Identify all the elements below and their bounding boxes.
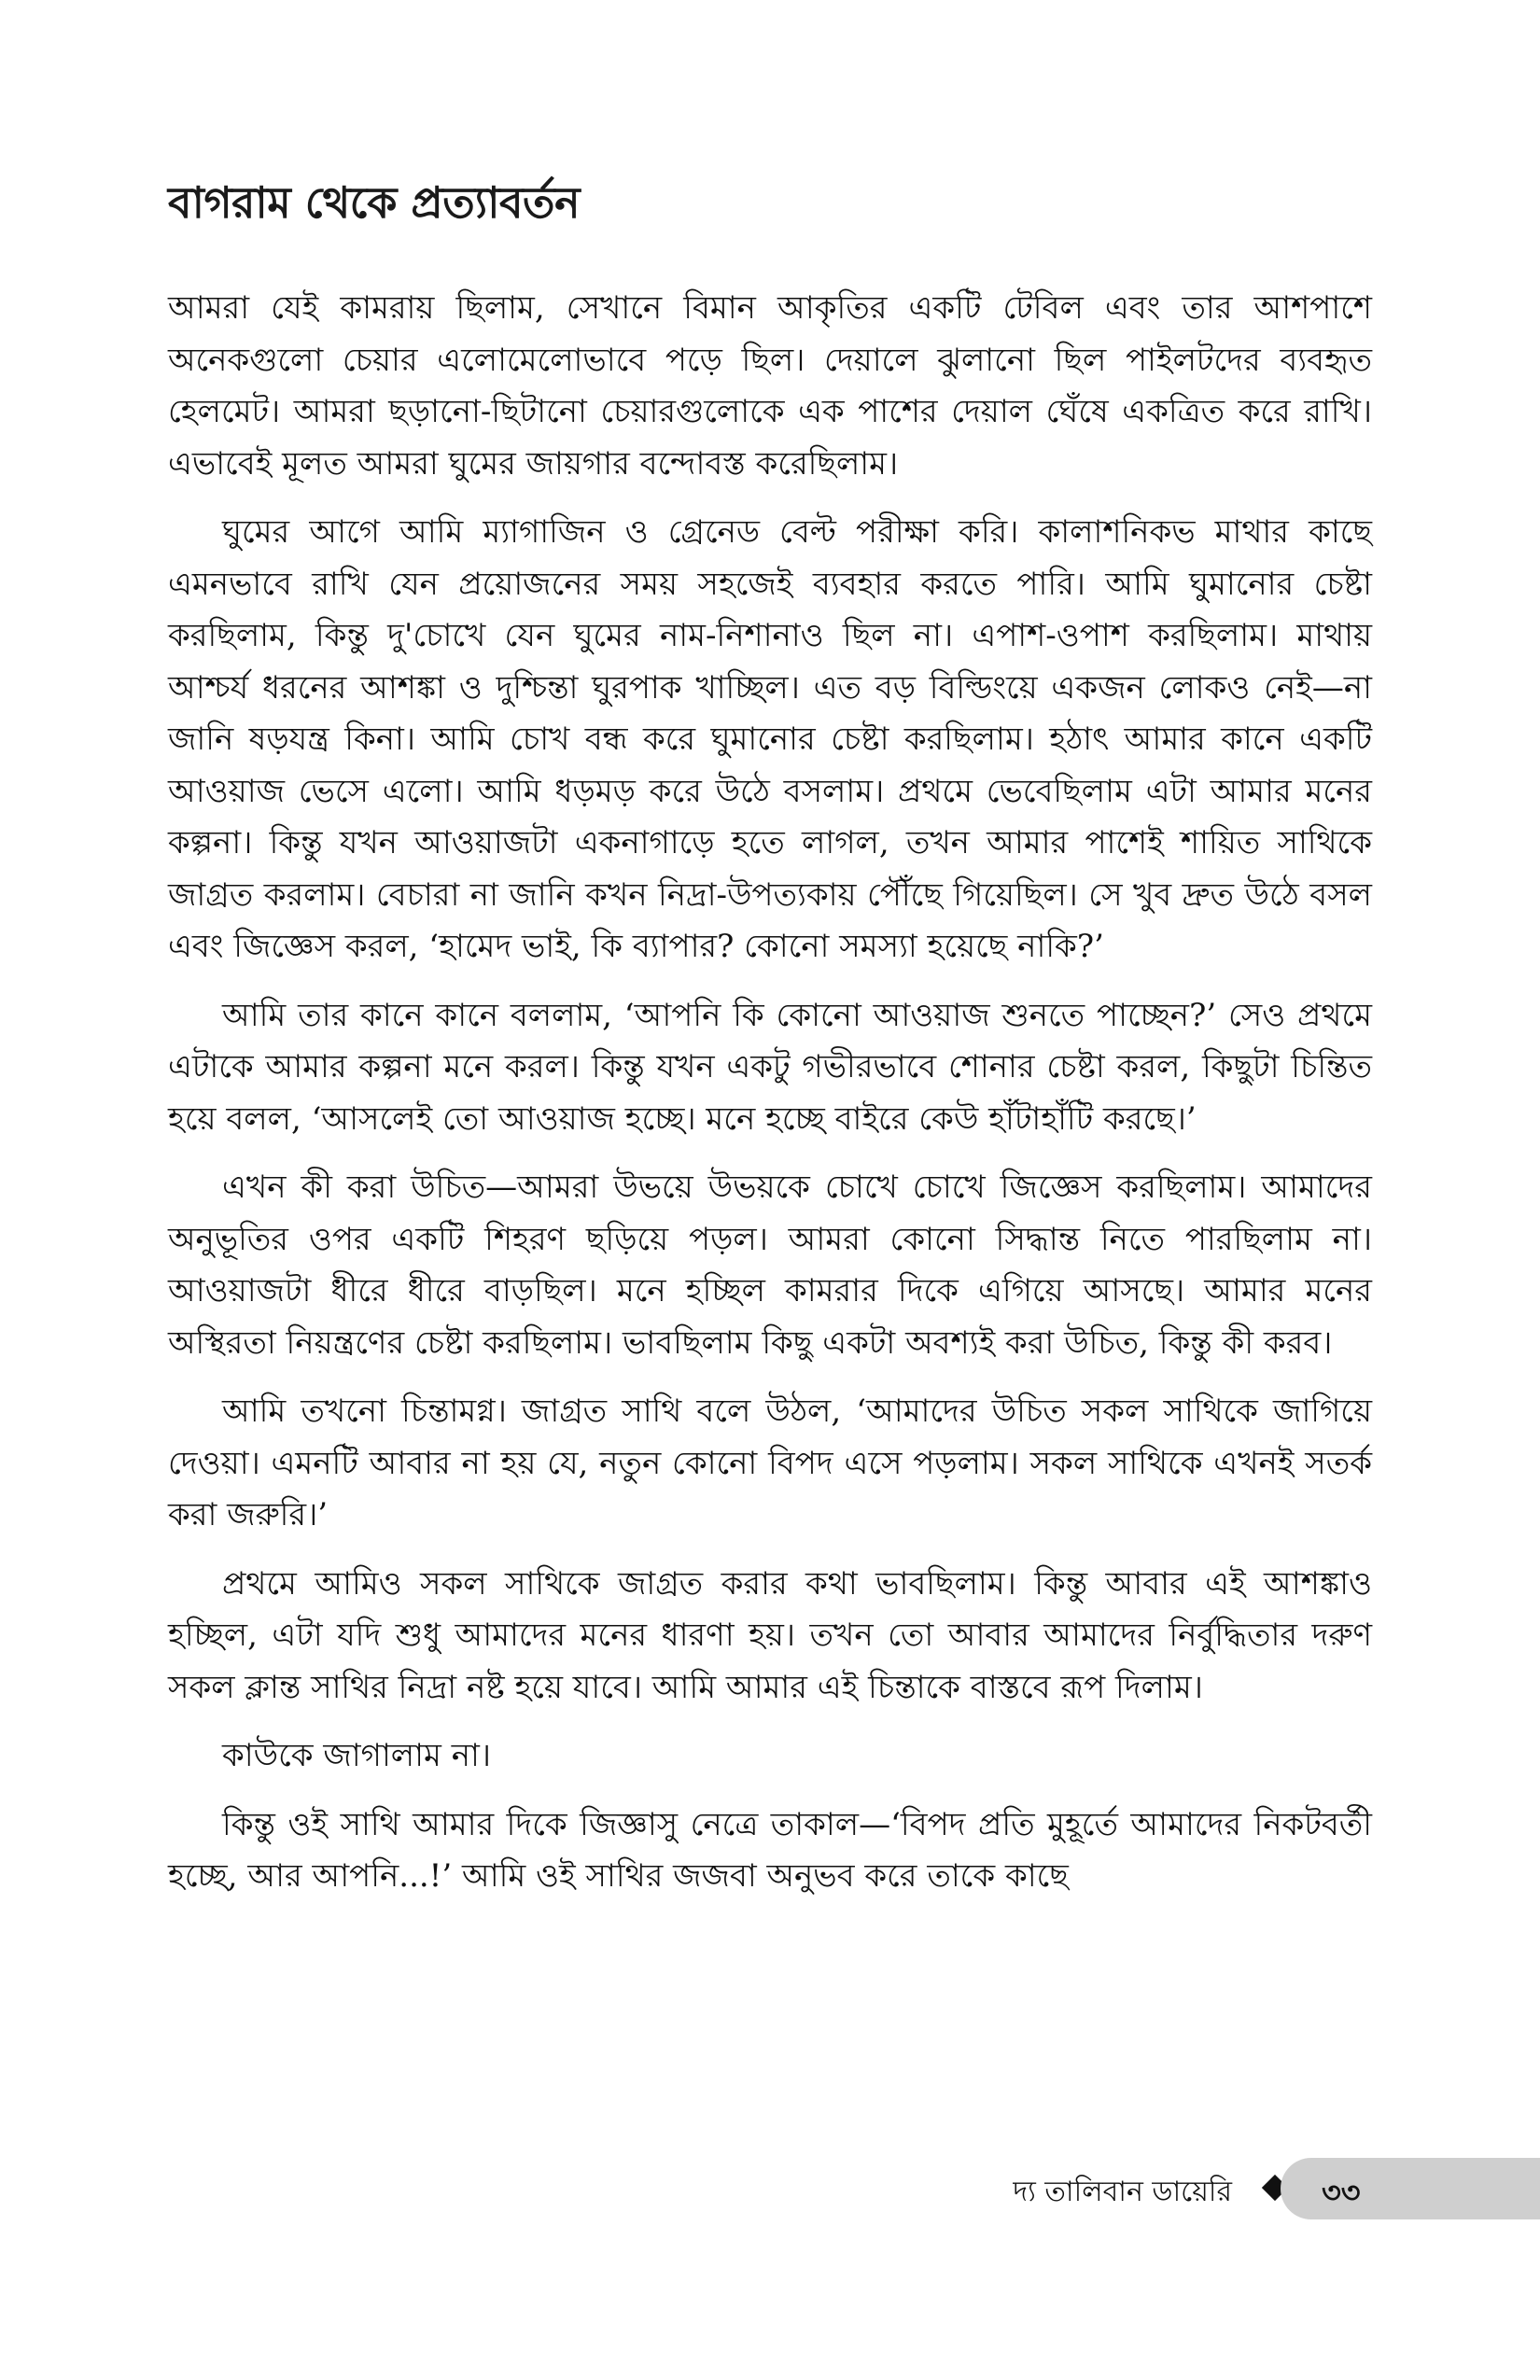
page-number-band xyxy=(1281,2158,1540,2219)
paragraph-5: আমি তখনো চিন্তামগ্ন। জাগ্রত সাথি বলে উঠল, ‘আমাদের উচিত সকল সাথিকে জাগিয়ে দেওয়া। এমনটি আবার না হয় যে, নতুন কোনো বিপদ এসে পড়লাম। সকল সাথিকে এখনই সতর্ক করা জরুরি।’ xyxy=(168,1393,1372,1534)
paragraph-8: কিন্তু ওই সাথি আমার দিকে জিজ্ঞাসু নেত্রে তাকাল—‘বিপদ প্রতি মুহূর্তে আমাদের নিকটবর্তী হচ্ছে, আর আপনি...!’ আমি ওই সাথির জজবা অনুভব করে তাকে কাছে xyxy=(168,1805,1372,1896)
page-footer xyxy=(0,2158,1540,2219)
footer-book-title: দ্য তালিবান ডায়েরি xyxy=(1013,2176,1232,2208)
page-number: ৩৩ xyxy=(1322,2175,1361,2210)
paragraph-6: প্রথমে আমিও সকল সাথিকে জাগ্রত করার কথা ভাবছিলাম। কিন্তু আবার এই আশঙ্কাও হচ্ছিল, এটা যদি শুধু আমাদের মনের ধারণা হয়। তখন তো আবার আমাদের নির্বুদ্ধিতার দরুণ সকল ক্লান্ত সাথির নিদ্রা নষ্ট হয়ে যাবে। আমি আমার এই চিন্তাকে বাস্তবে রূপ দিলাম। xyxy=(168,1564,1372,1706)
paragraph-4: এখন কী করা উচিত—আমরা উভয়ে উভয়কে চোখে চোখে জিজ্ঞেস করছিলাম। আমাদের অনুভূতির ওপর একটি শিহরণ ছড়িয়ে পড়ল। আমরা কোনো সিদ্ধান্ত নিতে পারছিলাম না। আওয়াজটা ধীরে ধীরে বাড়ছিল। মনে হচ্ছিল কামরার দিকে এগিয়ে আসছে। আমার মনের অস্থিরতা নিয়ন্ত্রণের চেষ্টা করছিলাম। ভাবছিলাম কিছু একটা অবশ্যই করা উচিত, কিন্তু কী করব। xyxy=(168,1169,1372,1362)
paragraph-7: কাউকে জাগালাম না। xyxy=(222,1737,492,1775)
paragraph-3: আমি তার কানে কানে বললাম, ‘আপনি কি কোনো আওয়াজ শুনতে পাচ্ছেন?’ সেও প্রথমে এটাকে আমার কল্পনা মনে করল। কিন্তু যখন একটু গভীরভাবে শোনার চেষ্টা করল, কিছুটা চিন্তিত হয়ে বলল, ‘আসলেই তো আওয়াজ হচ্ছে। মনে হচ্ছে বাইরে কেউ হাঁটাহাঁটি করছে।’ xyxy=(168,996,1372,1138)
page-body xyxy=(168,177,1372,1920)
paragraph-2: ঘুমের আগে আমি ম্যাগাজিন ও গ্রেনেড বেল্ট পরীক্ষা করি। কালাশনিকভ মাথার কাছে এমনভাবে রাখি যেন প্রয়োজনের সময় সহজেই ব্যবহার করতে পারি। আমি ঘুমানোর চেষ্টা করছিলাম, কিন্তু দু'চোখে যেন ঘুমের নাম-নিশানাও ছিল না। এপাশ-ওপাশ করছিলাম। মাথায় আশ্চর্য ধরনের আশঙ্কা ও দুশ্চিন্তা ঘুরপাক খাচ্ছিল। এত বড় বিল্ডিংয়ে একজন লোকও নেই—না জানি ষড়যন্ত্র কিনা। আমি চোখ বন্ধ করে ঘুমানোর চেষ্টা করছিলাম। হঠাৎ আমার কানে একটি আওয়াজ ভেসে এলো। আমি ধড়মড় করে উঠে বসলাম। প্রথমে ভেবেছিলাম এটা আমার মনের কল্পনা। কিন্তু যখন আওয়াজটা একনাগাড়ে হতে লাগল, তখন আমার পাশেই শায়িত সাথিকে জাগ্রত করলাম। বেচারা না জানি কখন নিদ্রা-উপত্যকায় পৌঁছে গিয়েছিল। সে খুব দ্রুত উঠে বসল এবং জিজ্ঞেস করল, ‘হামেদ ভাই, কি ব্যাপার? কোনো সমস্যা হয়েছে নাকি?’ xyxy=(168,513,1372,966)
chapter-title: বাগরাম থেকে প্রত্যাবর্তন xyxy=(168,177,581,228)
paragraph-1: আমরা যেই কামরায় ছিলাম, সেখানে বিমান আকৃতির একটি টেবিল এবং তার আশপাশে অনেকগুলো চেয়ার এলোমেলোভাবে পড়ে ছিল। দেয়ালে ঝুলানো ছিল পাইলটদের ব্যবহৃত হেলমেট। আমরা ছড়ানো-ছিটানো চেয়ারগুলোকে এক পাশের দেয়াল ঘেঁষে একত্রিত করে রাখি। এভাবেই মূলত আমরা ঘুমের জায়গার বন্দোবস্ত করেছিলাম। xyxy=(168,289,1372,483)
